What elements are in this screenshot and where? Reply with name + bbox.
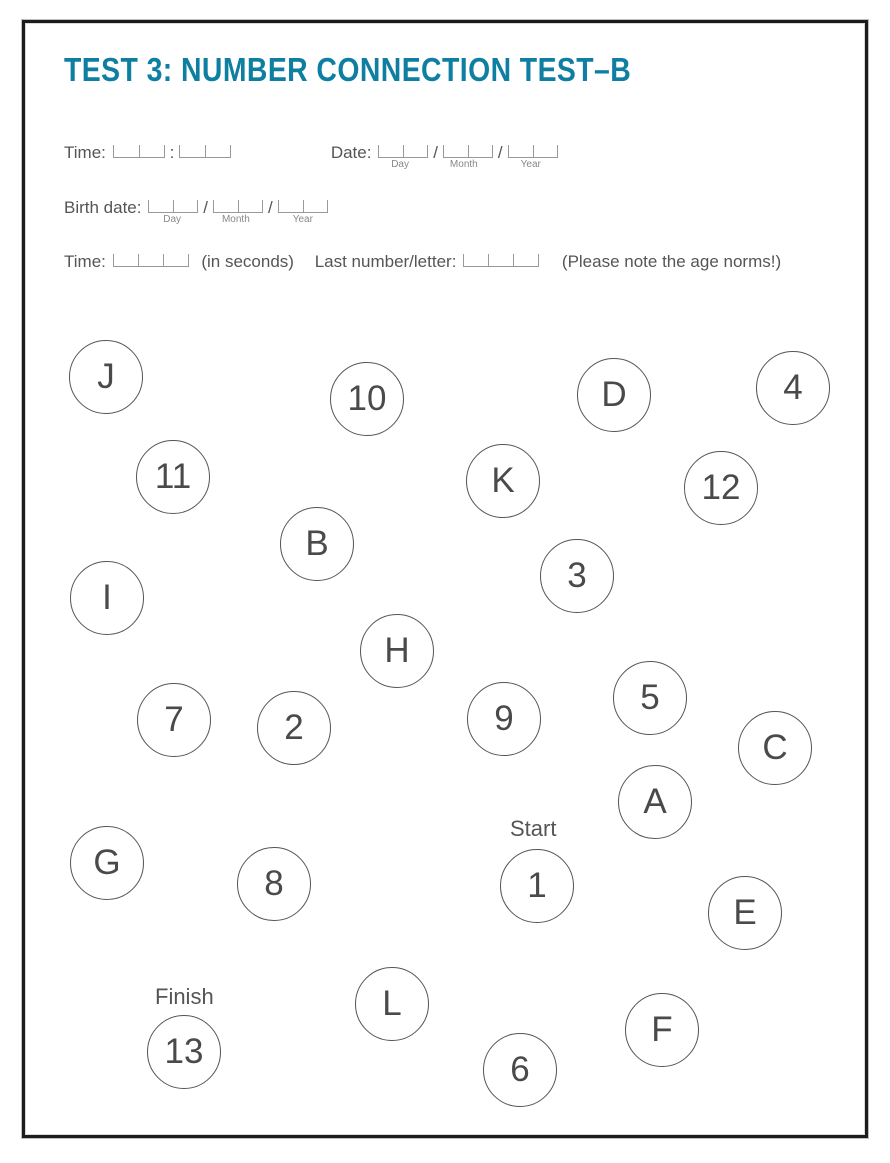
node-4[interactable]: 4: [756, 351, 830, 425]
birth-date-label: Birth date:: [64, 198, 142, 217]
node-11[interactable]: 11: [136, 440, 210, 514]
time-minutes-field[interactable]: [179, 145, 231, 158]
birth-day-caption: Day: [163, 214, 182, 225]
birth-year-caption: Year: [292, 214, 313, 225]
node-f[interactable]: F: [625, 993, 699, 1067]
birth-day-field[interactable]: [148, 200, 198, 225]
node-c[interactable]: C: [738, 711, 812, 785]
age-norms-note: (Please note the age norms!): [561, 252, 782, 271]
node-j[interactable]: J: [69, 340, 143, 414]
node-8[interactable]: 8: [237, 847, 311, 921]
date-month-caption: Month: [449, 159, 478, 170]
time-separator: :: [169, 143, 175, 162]
date-day-caption: Day: [391, 159, 409, 170]
date-slash: /: [433, 143, 438, 162]
node-9[interactable]: 9: [467, 682, 541, 756]
birth-month-field[interactable]: [213, 200, 263, 225]
node-2[interactable]: 2: [257, 691, 331, 765]
page-title: TEST 3: NUMBER CONNECTION TEST–B: [64, 51, 632, 88]
node-1-start[interactable]: 1: [500, 849, 574, 923]
last-item-label: Last number/letter:: [314, 252, 457, 271]
node-3[interactable]: 3: [540, 539, 614, 613]
finish-marker: Finish: [155, 984, 214, 1009]
node-6[interactable]: 6: [483, 1033, 557, 1107]
date-year-caption: Year: [520, 159, 541, 170]
start-marker: Start: [510, 816, 557, 841]
birth-date-row: [64, 198, 330, 225]
node-10[interactable]: 10: [330, 362, 404, 436]
date-slash: /: [497, 143, 503, 162]
last-item-field[interactable]: [463, 254, 539, 267]
date-day-field[interactable]: [378, 145, 428, 170]
time-hours-field[interactable]: [113, 145, 165, 158]
node-13-finish[interactable]: 13: [147, 1015, 221, 1089]
date-label: Date:: [330, 143, 372, 162]
node-d[interactable]: D: [577, 358, 651, 432]
birth-month-caption: Month: [221, 214, 250, 225]
birth-year-field[interactable]: [278, 200, 328, 225]
node-g[interactable]: G: [70, 826, 144, 900]
node-h[interactable]: H: [360, 614, 434, 688]
birth-slash: /: [267, 198, 273, 217]
result-row: [64, 252, 781, 272]
time-label: Time:: [64, 143, 106, 162]
time-date-row: [64, 143, 560, 170]
duration-label: Time:: [64, 252, 106, 271]
page-frame: [22, 20, 868, 1138]
node-a[interactable]: A: [618, 765, 692, 839]
node-k[interactable]: K: [466, 444, 540, 518]
date-month-field[interactable]: [443, 145, 493, 170]
node-e[interactable]: E: [708, 876, 782, 950]
in-seconds-label: (in seconds): [201, 252, 294, 271]
node-l[interactable]: L: [355, 967, 429, 1041]
birth-slash: /: [203, 198, 208, 217]
node-i[interactable]: I: [70, 561, 144, 635]
duration-seconds-field[interactable]: [113, 254, 189, 267]
node-12[interactable]: 12: [684, 451, 758, 525]
date-year-field[interactable]: [508, 145, 558, 170]
node-b[interactable]: B: [280, 507, 354, 581]
node-7[interactable]: 7: [137, 683, 211, 757]
node-5[interactable]: 5: [613, 661, 687, 735]
